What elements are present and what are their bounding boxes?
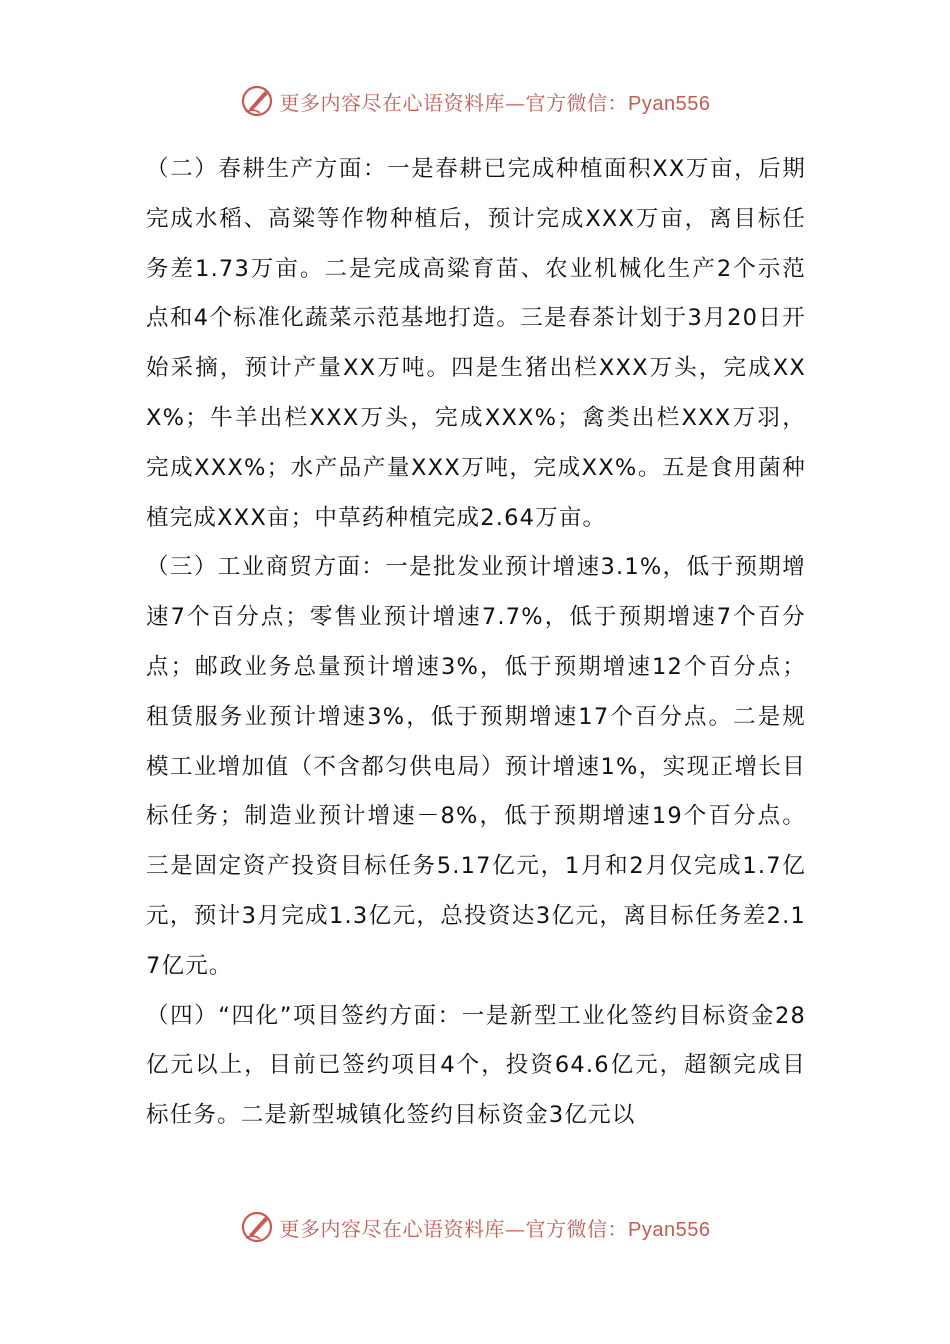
watermark-text: 更多内容尽在心语资料库—官方微信：Pyan556 — [279, 1216, 711, 1241]
document-body — [146, 145, 806, 1141]
footer-watermark — [0, 1210, 950, 1244]
paragraph-industry-commerce: （三）工业商贸方面：一是批发业预计增速3.1%，低于预期增速7个百分点；零售业预计增速7.7%，低于预期增速7个百分点；邮政业务总量预计增速3%，低于预期增速12个百分点；租赁服务业预计增速3%，低于预期增速17个百分点。二是规模工业增加值（不含都匀供电局）预计增速1%，实现正增长目标任务；制造业预计增速－8%，低于预期增速19个百分点。三是固定资产投资目标任务5.17亿元，1月和2月仅完成1.7亿元，预计3月完成1.3亿元，总投资达3亿元，离目标任务差2.17亿元。 — [146, 554, 806, 979]
pen-seal-icon — [240, 1210, 274, 1244]
header-watermark — [0, 84, 950, 118]
pen-seal-icon — [240, 84, 274, 118]
paragraph-project-signing: （四）“四化”项目签约方面：一是新型工业化签约目标资金28亿元以上，目前已签约项目4个，投资64.6亿元，超额完成目标任务。二是新型城镇化签约目标资金3亿元以 — [146, 1002, 806, 1129]
paragraph-spring-farming: （二）春耕生产方面：一是春耕已完成种植面积XX万亩，后期完成水稻、高粱等作物种植后，预计完成XXX万亩，离目标任务差1.73万亩。二是完成高粱育苗、农业机械化生产2个示范点和4个标准化蔬菜示范基地打造。三是春茶计划于3月20日开始采摘，预计产量XX万吨。四是生猪出栏XXX万头，完成XXX%；牛羊出栏XXX万头，完成XXX%；禽类出栏XXX万羽，完成XXX%；水产品产量XXX万吨，完成XX%。五是食用菌种植完成XXX亩；中草药种植完成2.64万亩。 — [146, 156, 806, 531]
watermark-text: 更多内容尽在心语资料库—官方微信：Pyan556 — [279, 90, 711, 115]
